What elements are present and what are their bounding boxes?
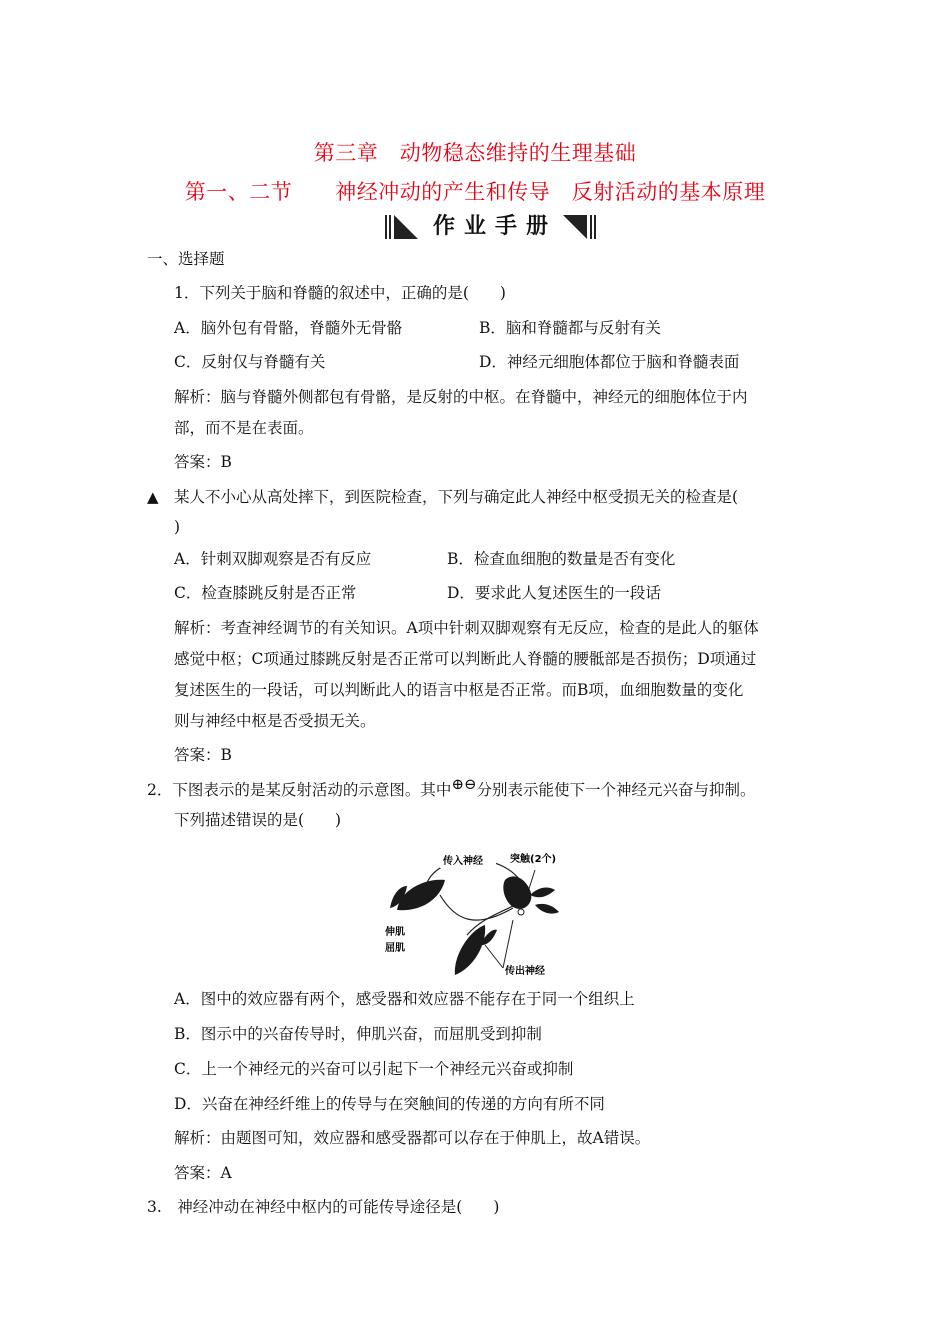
q1-option-d: D．神经元细胞体都位于脑和脊髓表面 <box>479 353 740 371</box>
plus-minus-symbols: ⊕⊖ <box>451 775 477 793</box>
q1-answer: 答案：B <box>174 453 232 471</box>
q2-option-a: A．图中的效应器有两个，感受器和效应器不能存在于同一个组织上 <box>174 990 635 1008</box>
q2-analysis: 解析：由题图可知，效应器和感受器都可以存在于伸肌上，故A错误。 <box>174 1129 651 1147</box>
q2-option-c: C．上一个神经元的兴奋可以引起下一个神经元兴奋或抑制 <box>174 1060 574 1078</box>
section-title: 第一、二节 神经冲动的产生和传导 反射活动的基本原理 <box>184 180 766 204</box>
qx-analysis-line: 解析：考查神经调节的有关知识。A项中针刺双脚观察有无反应，检查的是此人的躯体 <box>174 619 759 637</box>
triangle-marker: ▲ <box>147 488 159 506</box>
qx-option-c: C．检查膝跳反射是否正常 <box>174 584 357 602</box>
q3-stem: 3. 神经冲动在神经中枢内的可能传导途径是( ) <box>147 1198 500 1216</box>
label-efferent-nerve: 传出神经 <box>505 966 545 977</box>
banner-title: 作业手册 <box>432 214 557 239</box>
label-synapse: 突触(2个) <box>510 854 557 865</box>
q2-stem-text: 2．下图表示的是某反射活动的示意图。其中 <box>147 781 452 799</box>
label-afferent-nerve: 传入神经 <box>443 856 483 867</box>
qx-analysis-line: 复述医生的一段话，可以判断此人的语言中枢是否正常。而B项，血细胞数量的变化 <box>174 681 744 699</box>
q2-stem: 下列描述错误的是( ) <box>174 811 342 829</box>
reflex-arc-figure <box>385 850 565 980</box>
qx-option-a: A．针刺双脚观察是否有反应 <box>174 550 372 568</box>
q1-analysis-line: 解析：脑与脊髓外侧都包有骨骼，是反射的中枢。在脊髓中，神经元的细胞体位于内 <box>174 388 748 406</box>
qx-analysis-line: 感觉中枢；C项通过膝跳反射是否正常可以判断此人脊髓的腰骶部是否损伤；D项通过 <box>174 650 757 668</box>
chapter-title: 第三章 动物稳态维持的生理基础 <box>313 141 637 165</box>
label-extensor: 伸肌 <box>385 927 405 938</box>
qx-answer: 答案：B <box>174 746 232 764</box>
q2-option-b: B．图示中的兴奋传导时，伸肌兴奋，而屈肌受到抑制 <box>174 1025 542 1043</box>
q2-stem-text: 分别表示能使下一个神经元兴奋与抑制。 <box>476 781 756 799</box>
q1-analysis-line: 部，而不是在表面。 <box>174 419 314 437</box>
qx-analysis-line: 则与神经中枢是否受损无关。 <box>174 712 376 730</box>
q2-stem <box>147 775 756 800</box>
q1-option-a: A．脑外包有骨骼，脊髓外无骨骼 <box>174 319 403 337</box>
qx-option-d: D．要求此人复述医生的一段话 <box>447 584 661 602</box>
q1-option-b: B．脑和脊髓都与反射有关 <box>479 319 661 337</box>
qx-stem: ) <box>174 518 181 536</box>
label-flexor: 屈肌 <box>385 943 405 954</box>
q2-answer: 答案：A <box>174 1164 232 1182</box>
q2-option-d: D．兴奋在神经纤维上的传导与在突触间的传递的方向有所不同 <box>174 1095 605 1113</box>
section-label: 一、选择题 <box>147 250 225 268</box>
qx-stem: 某人不小心从高处摔下，到医院检查，下列与确定此人神经中枢受损无关的检查是( <box>174 488 739 506</box>
qx-option-b: B．检查血细胞的数量是否有变化 <box>447 550 676 568</box>
q1-stem: 1．下列关于脑和脊髓的叙述中，正确的是( ) <box>174 284 506 302</box>
homework-banner <box>383 211 598 243</box>
q1-option-c: C．反射仅与脊髓有关 <box>174 353 326 371</box>
